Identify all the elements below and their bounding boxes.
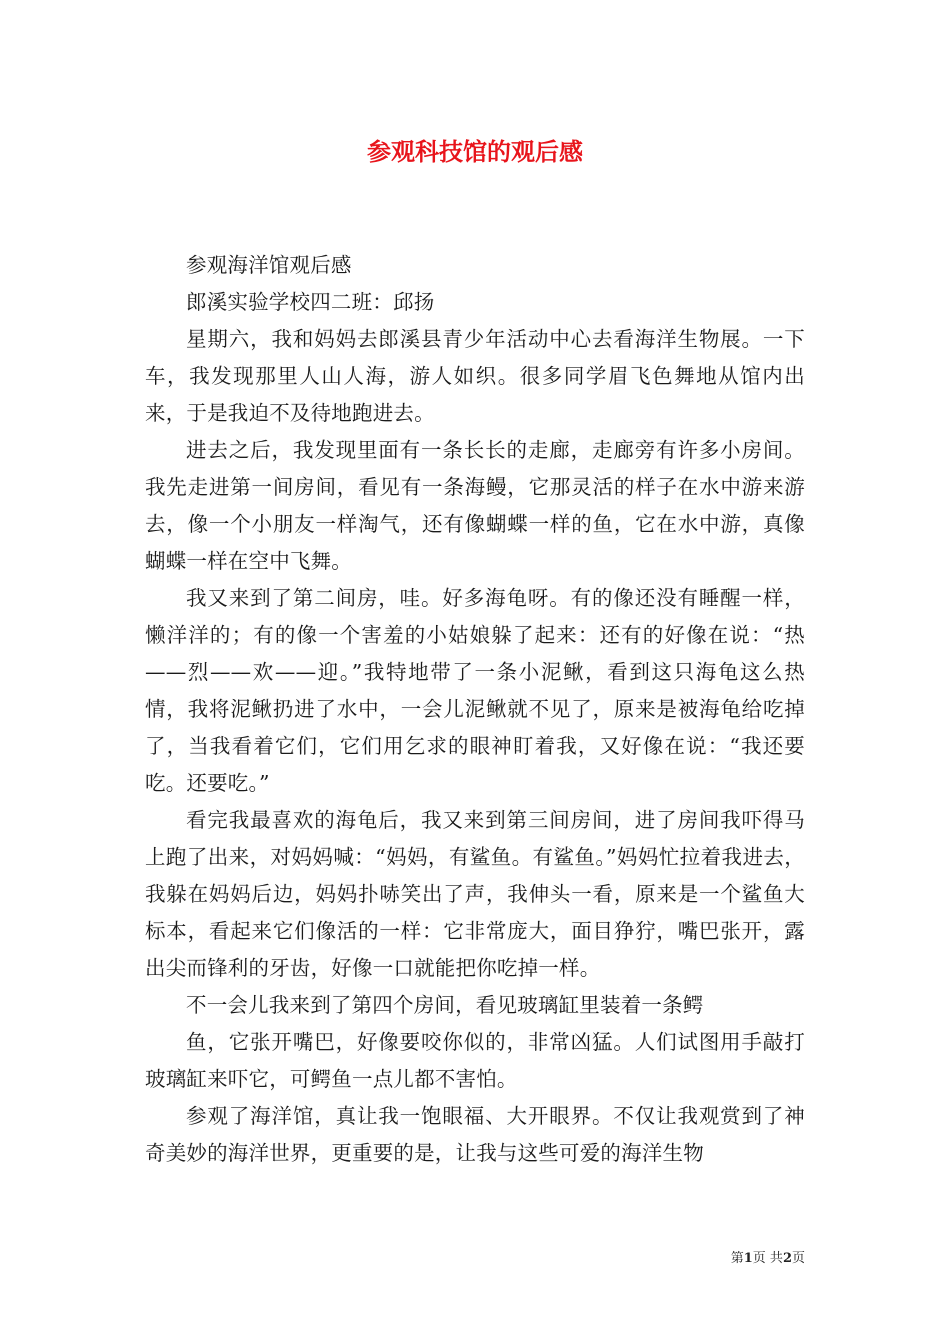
paragraph-1: 星期六，我和妈妈去郎溪县青少年活动中心去看海洋生物展。一下车，我发现那里人山人海，游人如织。很多同学眉飞色舞地从馆内出来，于是我迫不及待地跑进去。 — [145, 327, 805, 425]
document-title: 参观科技馆的观后感 — [367, 137, 583, 166]
footer-prefix: 第 — [730, 1251, 744, 1266]
paragraph-2: 进去之后，我发现里面有一条长长的走廊，走廊旁有许多小房间。我先走进第一间房间，看见有一条海鳗，它那灵活的样子在水中游来游去，像一个小朋友一样淘气，还有像蝴蝶一样的鱼，它在水中游，真像蝴蝶一样在空中飞舞。 — [145, 438, 805, 573]
paragraph-3: 我又来到了第二间房，哇。好多海龟呀。有的像还没有睡醒一样，懒洋洋的；有的像一个害羞的小姑娘躲了起来：还有的好像在说：“热——烈——欢——迎。”我特地带了一条小泥鳅，看到这只海龟这么热情，我将泥鳅扔进了水中，一会儿泥鳅就不见了，原来是被海龟给吃掉了，当我看着它们，它们用乞求的眼神盯着我，又好像在说：“我还要吃。还要吃。” — [145, 586, 805, 795]
paragraph-6: 参观了海洋馆，真让我一饱眼福、大开眼界。不仅让我观赏到了神奇美妙的海洋世界，更重要的是，让我与这些可爱的海洋生物 — [145, 1104, 805, 1165]
paragraph-4: 看完我最喜欢的海龟后，我又来到第三间房间，进了房间我吓得马上跑了出来，对妈妈喊：“妈妈，有鲨鱼。有鲨鱼。”妈妈忙拉着我进去，我躲在妈妈后边，妈妈扑哧笑出了声，我伸头一看，原来是一个鲨鱼大标本，看起来它们像活的一样：它非常庞大，面目狰狞，嘴巴张开，露出尖而锋利的牙齿，好像一口就能把你吃掉一样。 — [145, 808, 805, 980]
footer-middle: 页 共 — [752, 1251, 783, 1266]
essay-heading: 参观海洋馆观后感 — [186, 253, 352, 277]
document-body — [145, 247, 805, 1172]
paragraph-5-continued: 鱼，它张开嘴巴，好像要咬你似的，非常凶猛。人们试图用手敲打玻璃缸来吓它，可鳄鱼一点儿都不害怕。 — [145, 1030, 805, 1091]
footer-total-pages: 2 — [782, 1251, 792, 1266]
author-line: 郎溪实验学校四二班：邱扬 — [186, 290, 435, 314]
paragraph-5: 不一会儿我来到了第四个房间，看见玻璃缸里装着一条鳄 — [186, 993, 704, 1017]
footer-suffix: 页 — [791, 1251, 805, 1266]
footer-current-page: 1 — [743, 1251, 753, 1266]
page-footer — [731, 1247, 805, 1266]
